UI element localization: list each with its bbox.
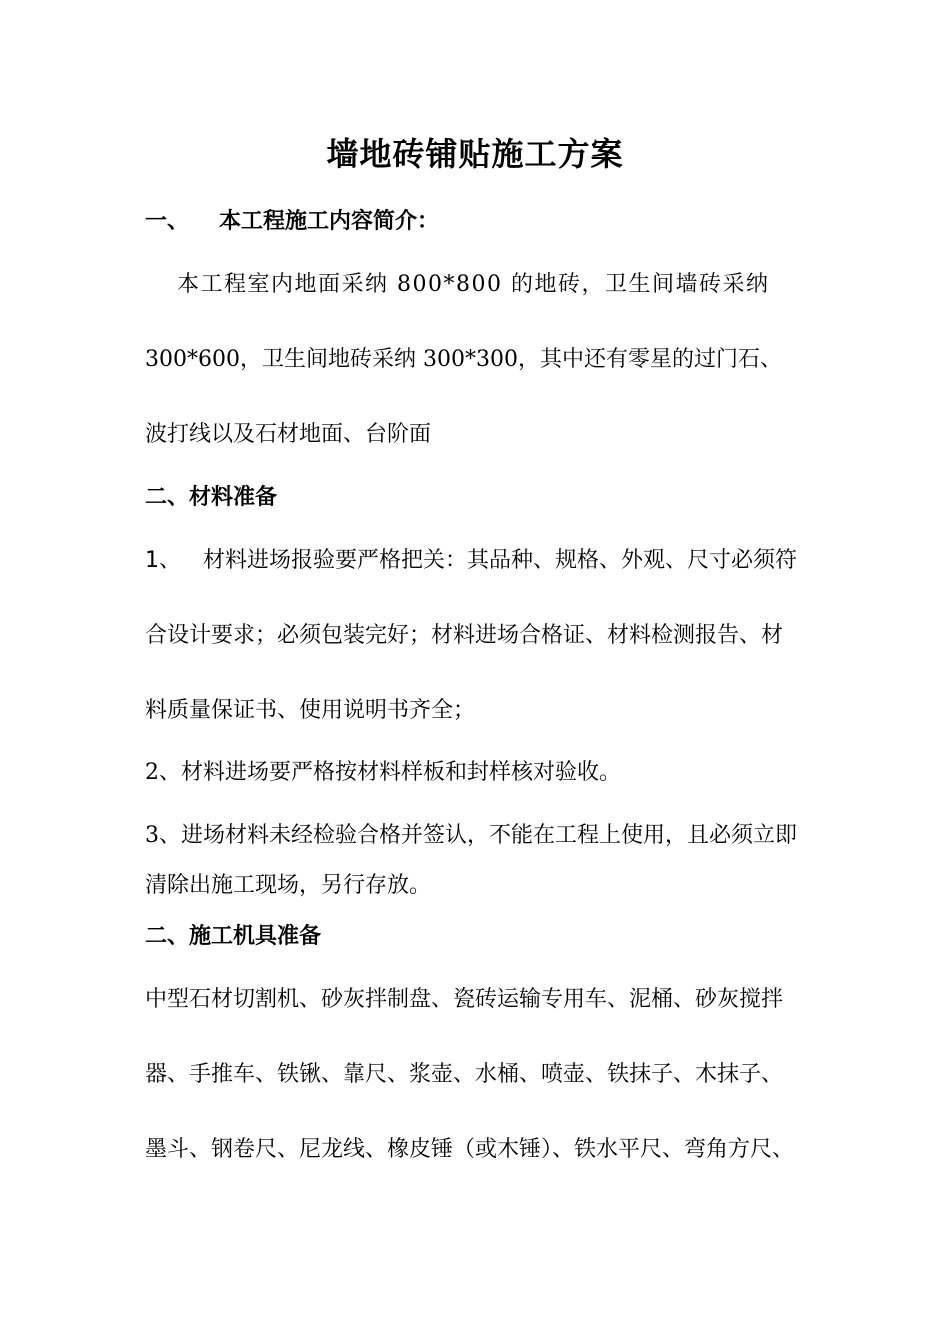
- section-3-heading: 二、施工机具准备: [145, 924, 322, 949]
- section-3-line-3: 墨斗、钢卷尺、尼龙线、橡皮锤（或木锤）、铁水平尺、弯角方尺、: [145, 1137, 795, 1162]
- section-2-item-3-line-2: 清除出施工现场，另行存放。: [145, 873, 432, 898]
- section-3-line-1: 中型石材切割机、砂灰拌制盘、瓷砖运输专用车、泥桶、砂灰搅拌: [145, 987, 784, 1012]
- section-2-item-1-line-1: [145, 547, 797, 575]
- section-1-line-3: 波打线以及石材地面、台阶面: [145, 422, 432, 447]
- section-2-heading: 二、材料准备: [145, 485, 278, 510]
- section-1-heading: [145, 208, 439, 236]
- section-2-item-1-line-3: 料质量保证书、使用说明书齐全；: [145, 698, 476, 723]
- section-1-number: 一、: [145, 209, 190, 234]
- section-3-line-2: 器、手推车、铁锹、靠尺、浆壶、水桶、喷壶、铁抹子、木抹子、: [145, 1062, 784, 1087]
- section-1-title: 本工程施工内容简介：: [219, 209, 440, 234]
- section-1-line-1: 本工程室内地面采纳 800*800 的地砖，卫生间墙砖采纳: [177, 272, 770, 297]
- section-2-item-2: 2、材料进场要严格按材料样板和封样核对验收。: [145, 760, 621, 785]
- document-title: 墙地砖铺贴施工方案: [326, 135, 624, 173]
- section-1-line-2: 300*600，卫生间地砖采纳 300*300，其中还有零星的过门石、: [145, 347, 782, 372]
- section-2-item-1-text: 材料进场报验要严格把关：其品种、规格、外观、尺寸必须符: [203, 548, 798, 573]
- section-2-item-1-line-2: 合设计要求；必须包装完好；材料进场合格证、材料检测报告、材: [145, 623, 784, 648]
- section-2-item-3-line-1: 3、进场材料未经检验合格并签认，不能在工程上使用，且必须立即: [145, 823, 797, 848]
- section-2-item-1-number: 1、: [145, 548, 181, 573]
